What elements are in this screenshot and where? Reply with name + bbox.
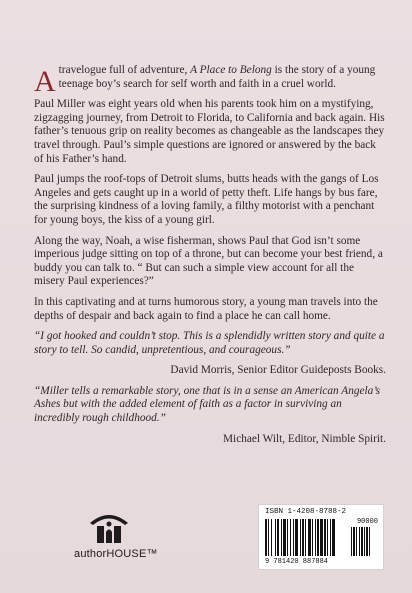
drop-cap: A [34, 65, 56, 98]
barcode-addon-bar [364, 527, 365, 556]
blurb-paragraph-5: In this captivating and at turns humorous story, a young man travels into the depths of despair and back again to find a place he can call home. [34, 295, 378, 322]
barcode-addon-bar [361, 527, 363, 556]
barcode-addon-bar [351, 527, 352, 556]
barcode-bar [265, 519, 267, 556]
review-quote-1: “I got hooked and couldn’t stop. This is a splendidly written story and quite a story to tell. So candid, unpretentious, and courageous.” [34, 330, 385, 356]
barcode-bar [317, 519, 319, 556]
barcode-addon-bar [366, 527, 368, 556]
review-attribution-2: Michael Wilt, Editor, Nimble Spirit. [223, 432, 386, 445]
barcode-addon-bar [369, 527, 370, 556]
barcode-bar [300, 519, 301, 556]
barcode-bar [293, 519, 294, 556]
barcode-bar [315, 519, 316, 556]
review-attribution-1: David Morris, Senior Editor Guideposts Books. [170, 364, 386, 377]
blurb-paragraph-4: Along the way, Noah, a wise fisherman, shows Paul that God isn’t some imperious judge sitting on top of a throne, but can become your best friend, a buddy you can talk to. “ But can such a simple view account for all the misery Paul experiences?” [34, 234, 383, 288]
barcode-bar [287, 519, 288, 556]
barcode-bar [324, 519, 326, 556]
blurb-paragraph-3: Paul jumps the roof-tops of Detroit slums, butts heads with the gangs of Los Angeles and gets caught up in a world of petty theft. Life hangs by bus fare, the surprising kindness of a loving family, a filthy motorist with a penchant for young boys, the kiss of a young girl. [34, 173, 379, 226]
blurb-paragraph-1: A travelogue full of adventure, A Place to Belong is the story of a young teenage boy’s search for self worth and faith in a cruel world. [34, 64, 376, 98]
publisher-logo [74, 506, 158, 566]
barcode-bar [320, 519, 323, 556]
barcode-bar [281, 519, 282, 556]
ean-number: 9 781420 887884 [265, 558, 329, 566]
isbn-label: ISBN 1-4208-8788-2 [265, 508, 347, 516]
cover-text [34, 64, 386, 453]
book-title: A Place to Belong [190, 64, 272, 76]
barcode-bar [290, 519, 291, 556]
authorhouse-logo-icon [86, 506, 132, 546]
barcode-bar [302, 519, 304, 556]
barcode-bar [332, 519, 335, 556]
barcode-bar [327, 519, 328, 556]
barcode-bar [308, 519, 311, 556]
barcode-bar [277, 519, 279, 556]
barcode-bar [305, 519, 306, 556]
barcode [258, 504, 384, 570]
publisher-name: authorHOUSE™ [74, 548, 158, 560]
barcode-addon-bar [359, 527, 360, 556]
price-addon: 90000 [356, 518, 378, 526]
barcode-bar [268, 519, 269, 556]
barcode-addon-bar [356, 527, 357, 556]
barcode-bar [295, 519, 298, 556]
barcode-bar [312, 519, 313, 556]
barcode-addon-bar [353, 527, 355, 556]
barcode-bar [271, 519, 272, 556]
barcode-bar [275, 519, 276, 556]
blurb-paragraph-2: Paul Miller was eight years old when his parents took him on a mystifying, zigzagging journey, from Detroit to Florida, to California and back again. His father’s tenuous grip on reality becomes as changeable as the landscapes they travel through. Paul’s simple questions are ignored or answered by the back of his Father’s hand. [34, 98, 385, 165]
barcode-bar [330, 519, 331, 556]
review-quote-2: “Miller tells a remarkable story, one that is in a sense an American Angela’s Ashes but with the added element of faith as a factor in surviving an incredibly rough childhood.” [34, 384, 380, 425]
barcode-bar [283, 519, 286, 556]
